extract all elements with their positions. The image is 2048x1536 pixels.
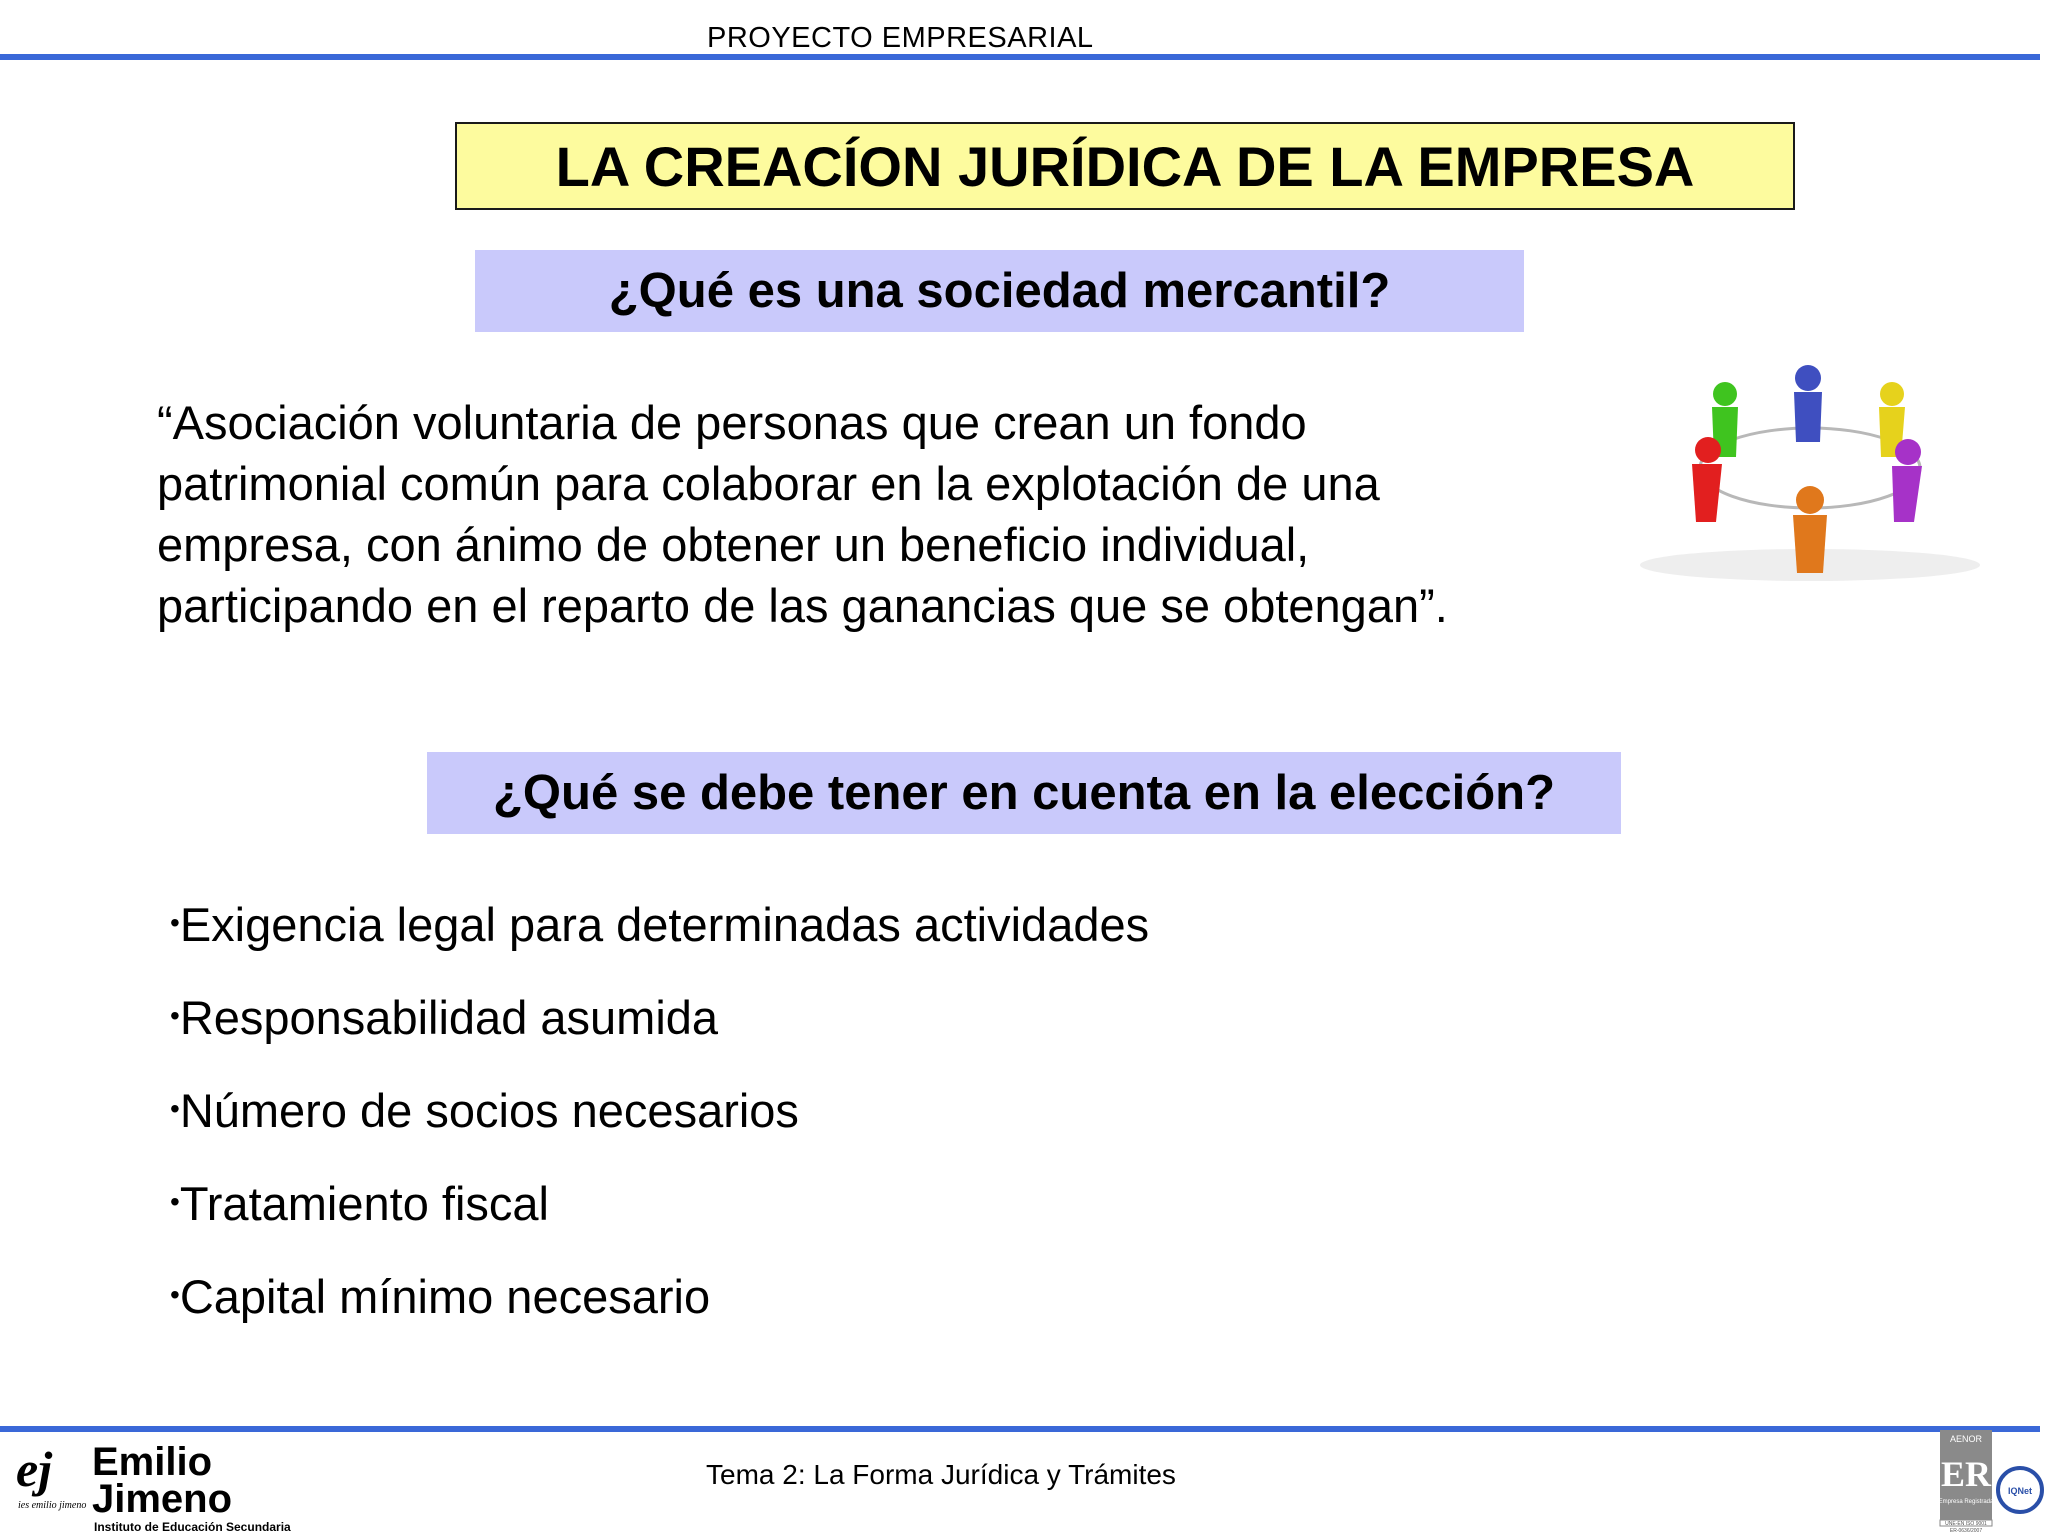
bullet-marker: •	[170, 907, 180, 938]
logo-subtitle: Instituto de Educación Secundaria	[94, 1520, 291, 1534]
svg-text:IQNet: IQNet	[2007, 1486, 2033, 1496]
aenor-certification-logo	[1938, 1428, 2046, 1534]
bullet-marker: •	[170, 1093, 180, 1124]
footer-rule	[0, 1426, 2040, 1432]
list-item	[170, 890, 1149, 983]
list-item-text: Exigencia legal para determinadas actividades	[179, 898, 1150, 951]
slide-title: LA CREACÍON JURÍDICA DE LA EMPRESA	[455, 122, 1795, 210]
criteria-list	[170, 890, 1149, 1355]
question-2-text: ¿Qué se debe tener en cuenta en la elección?	[492, 766, 1556, 820]
svg-text:AENOR: AENOR	[1949, 1434, 1983, 1444]
logo-name-line-2: Jimeno	[92, 1477, 233, 1521]
question-1-text: ¿Qué es una sociedad mercantil?	[608, 264, 1391, 318]
definition-line: empresa, con ánimo de obtener un beneficio individual,	[157, 518, 1310, 571]
school-logo	[14, 1438, 314, 1534]
header-title: PROYECTO EMPRESARIAL	[707, 22, 1094, 54]
list-item-text: Responsabilidad asumida	[179, 991, 719, 1044]
footer-title: Tema 2: La Forma Jurídica y Trámites	[706, 1459, 1176, 1490]
definition-line: participando en el reparto de las ganancias que se obtengan”.	[157, 579, 1448, 632]
list-item-text: Tratamiento fiscal	[179, 1177, 549, 1230]
logo-name-line-1: Emilio	[92, 1440, 213, 1484]
logo-name	[92, 1440, 233, 1521]
people-circle-icon	[1630, 350, 1990, 590]
list-item-text: Número de socios necesarios	[179, 1084, 799, 1137]
question-band-1	[475, 250, 1524, 332]
list-item	[170, 983, 1149, 1076]
definition-line: patrimonial común para colaborar en la explotación de una	[157, 457, 1380, 510]
svg-text:Empresa Registrada: Empresa Registrada	[1938, 1499, 1994, 1505]
question-band-2	[427, 752, 1621, 834]
bullet-marker: •	[170, 1186, 180, 1217]
logo-mark: ej	[16, 1441, 53, 1497]
definition-line: “Asociación voluntaria de personas que crean un fondo	[157, 396, 1307, 449]
logo-script-text: ies emilio jimeno	[18, 1500, 87, 1511]
list-item	[170, 1076, 1149, 1169]
list-item	[170, 1169, 1149, 1262]
list-item	[170, 1262, 1149, 1355]
header-rule	[0, 54, 2040, 60]
bullet-marker: •	[170, 1000, 180, 1031]
bullet-marker: •	[170, 1279, 180, 1310]
definition-paragraph	[157, 392, 1597, 636]
svg-text:ER-0636/2007: ER-0636/2007	[1949, 1528, 1983, 1534]
svg-text:UNE-EN ISO 9001: UNE-EN ISO 9001	[1945, 1521, 1987, 1527]
list-item-text: Capital mínimo necesario	[179, 1270, 711, 1323]
svg-text:ER: ER	[1940, 1454, 1992, 1494]
